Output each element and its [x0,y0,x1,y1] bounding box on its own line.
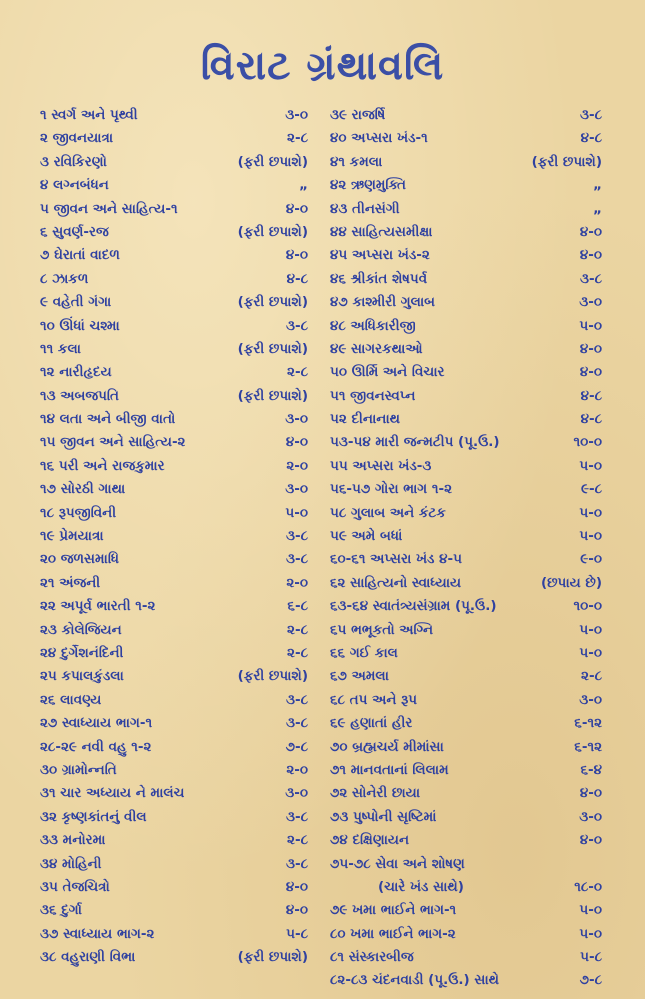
list-item [330,431,602,454]
list-item [330,478,602,501]
book-title: ૩૭ સ્વાધ્યાય ભાગ-૨ [40,925,155,942]
book-price: ૫-૦ [579,925,602,942]
book-price: „ [593,200,602,217]
book-price: ૭-૮ [579,972,602,989]
list-item [330,595,602,618]
list-item [40,806,308,829]
book-price: ૩-૦ [579,808,602,825]
book-price: (છપાય છે) [540,574,602,591]
book-title: ૭૩ પુષ્પોની સૃષ્ટિમાં [330,808,437,825]
book-price: ૨-૮ [581,668,602,685]
book-price: ૬-૪ [580,761,602,778]
book-price: ૯-૦ [580,551,602,568]
book-title: ૭૯ ખમા ભાઈને ભાગ-૧ [330,902,457,919]
book-price: ૪-૦ [579,223,602,240]
book-price: ૪-૦ [579,785,602,802]
book-title: ૨૫ કપાલકુંડલા [40,668,124,685]
list-item [330,291,602,314]
book-price: ૪-૦ [579,247,602,264]
book-price: ૧૦-૦ [573,434,602,451]
book-title: ૨૨ અપૂર્વ ભારતી ૧-૨ [40,598,156,615]
book-title: ૬૦-૬૧ અપ્સરા ખંડ ૪-૫ [330,551,463,568]
list-item [330,502,602,525]
book-price: ૧૦-૦ [573,598,602,615]
book-title: ૪૫ અપ્સરા ખંડ-૨ [330,247,430,264]
list-item [330,946,602,969]
book-title: ૩૮ વહુરાણી વિભા [40,949,136,966]
book-price: ૪-૦ [285,434,308,451]
list-item [40,221,308,244]
book-title: ૫ જીવન અને સાહિત્ય-૧ [40,200,178,217]
book-title: ૬૯ હણાતાં હીર [330,715,413,732]
book-title: ૭૨ સોનેરી છાયા [330,785,421,802]
book-title: ૬૮ તપ અને રૂપ [330,691,418,708]
book-price: „ [593,177,602,194]
list-item [40,923,308,946]
book-title: ૩૨ કૃષ્ણકાંતનું વીલ [40,808,147,825]
list-item [330,221,602,244]
book-title: ૫૦ ઊર્મિ અને વિચાર [330,364,445,381]
book-price: ૩-૦ [285,411,308,428]
list-item [330,689,602,712]
list-item [330,244,602,267]
book-title: ૬ સુવર્ણ-રજ [40,223,109,240]
book-price: ૫-૦ [579,317,602,334]
book-price: ૬-૧૨ [574,715,602,732]
book-price: ૪-૦ [285,200,308,217]
book-price: ૪-૦ [579,832,602,849]
list-item [40,665,308,688]
list-item [40,759,308,782]
book-title: ૪૭ કાશ્મીરી ગુલાબ [330,294,436,311]
book-price: (ફરી છપાશે) [237,223,308,240]
book-title: ૫૬-૫૭ ગોરા ભાગ ૧-૨ [330,481,453,498]
book-price: ૪-૮ [580,411,602,428]
list-item [40,642,308,665]
book-title: ૮ ઝાકળ [40,270,89,287]
list-item [330,736,602,759]
list-item [40,385,308,408]
list-item [330,104,602,127]
book-title: ૪૬ શ્રીકાંત શેષપર્વ [330,270,428,287]
book-price: ૫-૦ [579,644,602,661]
list-item [330,315,602,338]
book-price: ૩-૦ [579,294,602,311]
list-item [40,174,308,197]
book-price: ૪-૦ [285,878,308,895]
book-price: (ફરી છપાશે) [237,949,308,966]
book-title: ૨૮-૨૯ નવી વહુ ૧-૨ [40,738,152,755]
book-title: ૧૨ નારીહૃદય [40,364,112,381]
list-item [330,548,602,571]
book-title: ૬૫ ભભૂકતો અગ્નિ [330,621,434,638]
book-title: ૪૦ અપ્સરા ખંડ-૧ [330,130,428,147]
book-title: ૬૬ ગઈ કાલ [330,644,398,661]
book-price: ૬-૧૨ [574,738,602,755]
book-price: (ફરી છપાશે) [237,340,308,357]
book-title: ૪૨ ઋણમુક્તિ [330,177,406,194]
book-price: ૩-૦ [285,785,308,802]
book-title: ૩૦ ગ્રામોન્નતિ [40,761,117,778]
list-item [330,853,602,876]
book-title: ૪૮ અધિકારીજી [330,317,416,334]
list-item [330,572,602,595]
book-price: ૫-૦ [579,902,602,919]
list-item [40,127,308,150]
book-title: ૩૩ મનોરમા [40,832,106,849]
list-item [40,689,308,712]
book-price: ૨-૮ [287,832,308,849]
list-item [40,525,308,548]
right-column [330,104,602,993]
list-item [40,151,308,174]
book-price: (ફરી છપાશે) [237,668,308,685]
list-item [40,736,308,759]
book-price: ૫-૮ [286,925,308,942]
list-item [40,572,308,595]
list-item [40,291,308,314]
list-item [40,829,308,852]
book-title: ૭ ઘેરાતાં વાદળ [40,247,120,264]
list-item [330,455,602,478]
list-item [40,431,308,454]
book-price: ૨-૮ [287,644,308,661]
list-item [330,806,602,829]
list-item [330,198,602,221]
book-title: ૭૫-૭૮ સેવા અને શોષણ [330,855,465,872]
list-item [40,315,308,338]
book-price: ૨-૮ [287,364,308,381]
book-price: ૩-૮ [285,715,308,732]
book-price: ૧૮-૦ [574,878,602,895]
list-item [40,782,308,805]
book-price: ૩-૦ [285,481,308,498]
list-item [330,361,602,384]
list-item [330,782,602,805]
list-item [40,899,308,922]
book-price: ૩-૮ [579,107,602,123]
book-title: ૧૪ લતા અને બીજી વાતો [40,411,176,428]
list-item [40,853,308,876]
book-title: ૭૦ બ્રહ્મચર્ય મીમાંસા [330,738,444,755]
list-item [40,946,308,969]
list-item [330,876,602,899]
list-item [40,268,308,291]
book-title: ૨૬ લાવણ્ય [40,691,102,708]
list-item [40,455,308,478]
list-item [40,361,308,384]
book-price: ૩-૮ [285,317,308,334]
book-title: ૧૩ અબજપતિ [40,387,119,404]
book-title: ૧૭ સોરઠી ગાથા [40,481,126,498]
book-title: ૫૧ જીવનસ્વપ્ન [330,387,416,404]
book-price: ૫-૦ [285,504,308,521]
book-title: ૫૫ અપ્સરા ખંડ-૩ [330,457,432,474]
book-price: ૩-૦ [285,107,308,123]
book-title: ૨ જીવનયાત્રા [40,130,114,147]
book-title: ૪૯ સાગરકથાઓ [330,340,423,357]
book-title: ૨૧ અંજની [40,574,101,591]
list-item [40,619,308,642]
book-price: ૬-૮ [287,598,308,615]
book-title: ૯ વહેતી ગંગા [40,294,112,311]
book-title: ૭૧ માનવતાનાં લિલામ [330,761,449,778]
list-item [330,385,602,408]
list-item [40,502,308,525]
book-title: ૮૧ સંસ્કારબીજ [330,949,414,966]
book-title: ૮૦ ખમા ભાઈને ભાગ-૨ [330,925,456,942]
book-price: ૩-૮ [579,270,602,287]
book-price: ૪-૮ [286,270,308,287]
book-title: ૨૪ દુર્ગેશનંદિની [40,644,124,661]
book-price: ૪-૮ [580,387,602,404]
book-title: ૩૫ તેજચિત્રો [40,878,110,895]
book-price: ૨-૦ [286,574,308,591]
book-price: ૨-૦ [286,457,308,474]
list-item [330,174,602,197]
list-item [330,642,602,665]
list-item [330,268,602,291]
list-item [330,969,602,992]
book-price: ૫-૦ [579,504,602,521]
book-price: ૭-૮ [285,738,308,755]
book-title: ૫૮ ગુલાબ અને કંટક [330,504,446,521]
list-item [330,665,602,688]
book-price: ૩-૮ [285,691,308,708]
book-title: ૩૬ દુર્ગા [40,902,82,919]
book-price: ૨-૮ [287,130,308,147]
list-item [40,198,308,221]
book-title: ૬૭ અમલા [330,668,389,685]
book-price: ૩-૮ [285,855,308,872]
book-title: ૩ રવિકિરણો [40,153,107,170]
book-price: ૩-૮ [285,528,308,545]
page-title: વિરાટ ગ્રંથાવલિ [200,42,445,89]
book-price: ૪-૦ [579,340,602,357]
book-title: ૭૪ દક્ષિણાયન [330,832,410,849]
list-item [330,923,602,946]
book-title: ૨૦ જળસમાધિ [40,551,119,568]
book-price: ૪-૦ [285,902,308,919]
list-item [330,408,602,431]
list-item [40,548,308,571]
list-item [330,525,602,548]
book-price: (ફરી છપાશે) [237,153,308,170]
list-item [330,151,602,174]
list-item [40,876,308,899]
book-title: ૪૧ કમલા [330,153,383,170]
book-title: (ચારે ખંડ સાથે) [378,878,464,895]
book-price: ૯-૮ [580,481,602,498]
list-item [40,478,308,501]
book-price: (ફરી છપાશે) [237,387,308,404]
book-price: (ફરી છપાશે) [237,294,308,311]
book-title: ૩૧ ચાર અધ્યાય ને માલંચ [40,785,185,802]
book-price: ૪-૮ [580,130,602,147]
book-title: ૧૯ પ્રેમયાત્રા [40,528,104,545]
book-title: ૧૦ ઊંધાં ચશ્મા [40,317,120,334]
list-item [40,104,308,127]
list-item [330,829,602,852]
list-item [40,595,308,618]
list-item [330,619,602,642]
book-price: ૫-૦ [579,621,602,638]
book-title: ૨૭ સ્વાધ્યાય ભાગ-૧ [40,715,153,732]
book-price: ૪-૦ [285,247,308,264]
book-title: ૪૪ સાહિત્યસમીક્ષા [330,223,433,240]
book-title: ૫૨ દીનાનાથ [330,411,400,428]
book-price: ૨-૦ [286,761,308,778]
book-price: „ [299,177,308,194]
list-item [330,712,602,735]
book-price: ૫-૦ [579,457,602,474]
list-item [40,338,308,361]
book-price: ૩-૮ [285,551,308,568]
book-title: ૬૩-૬૪ સ્વાતંત્ર્યસંગ્રામ (પૂ.ઉ.) [330,598,497,615]
book-title: ૫૯ અમે બધાં [330,528,403,545]
list-item [330,338,602,361]
left-column [40,104,308,969]
book-title: ૮૨-૮૩ ચંદનવાડી (પૂ.ઉ.) સાથે [330,972,500,989]
book-title: ૬૨ સાહિત્યનો સ્વાધ્યાય [330,574,462,591]
book-title: ૪ લગ્નબંધન [40,177,109,194]
list-item [40,712,308,735]
book-title: ૧૬ પરી અને રાજકુમાર [40,457,165,474]
book-price: (ફરી છપાશે) [531,153,602,170]
book-title: ૧૮ રૂપજીવિની [40,504,117,521]
book-price: ૫-૮ [580,949,602,966]
book-price: ૫-૦ [579,528,602,545]
book-title: ૧૫ જીવન અને સાહિત્ય-૨ [40,434,186,451]
book-price: ૩-૮ [285,808,308,825]
book-title: ૨૩ કોલેજિયન [40,621,122,638]
list-item [40,244,308,267]
book-title: ૫૩-૫૪ મારી જન્મટીપ (પૂ.ઉ.) [330,434,500,451]
book-title: ૩૯ રાજર્ષિ [330,107,386,123]
book-title: ૧૧ કલા [40,340,81,357]
book-title: ૪૩ તીનસંગી [330,200,400,217]
list-item [330,127,602,150]
book-title: ૧ સ્વર્ગ અને પૃથ્વી [40,107,138,123]
list-item [330,899,602,922]
book-price: ૩-૦ [579,691,602,708]
list-item [40,408,308,431]
book-price: ૪-૦ [579,364,602,381]
book-title: ૩૪ મોહિની [40,855,102,872]
book-price: ૨-૮ [287,621,308,638]
list-item [330,759,602,782]
